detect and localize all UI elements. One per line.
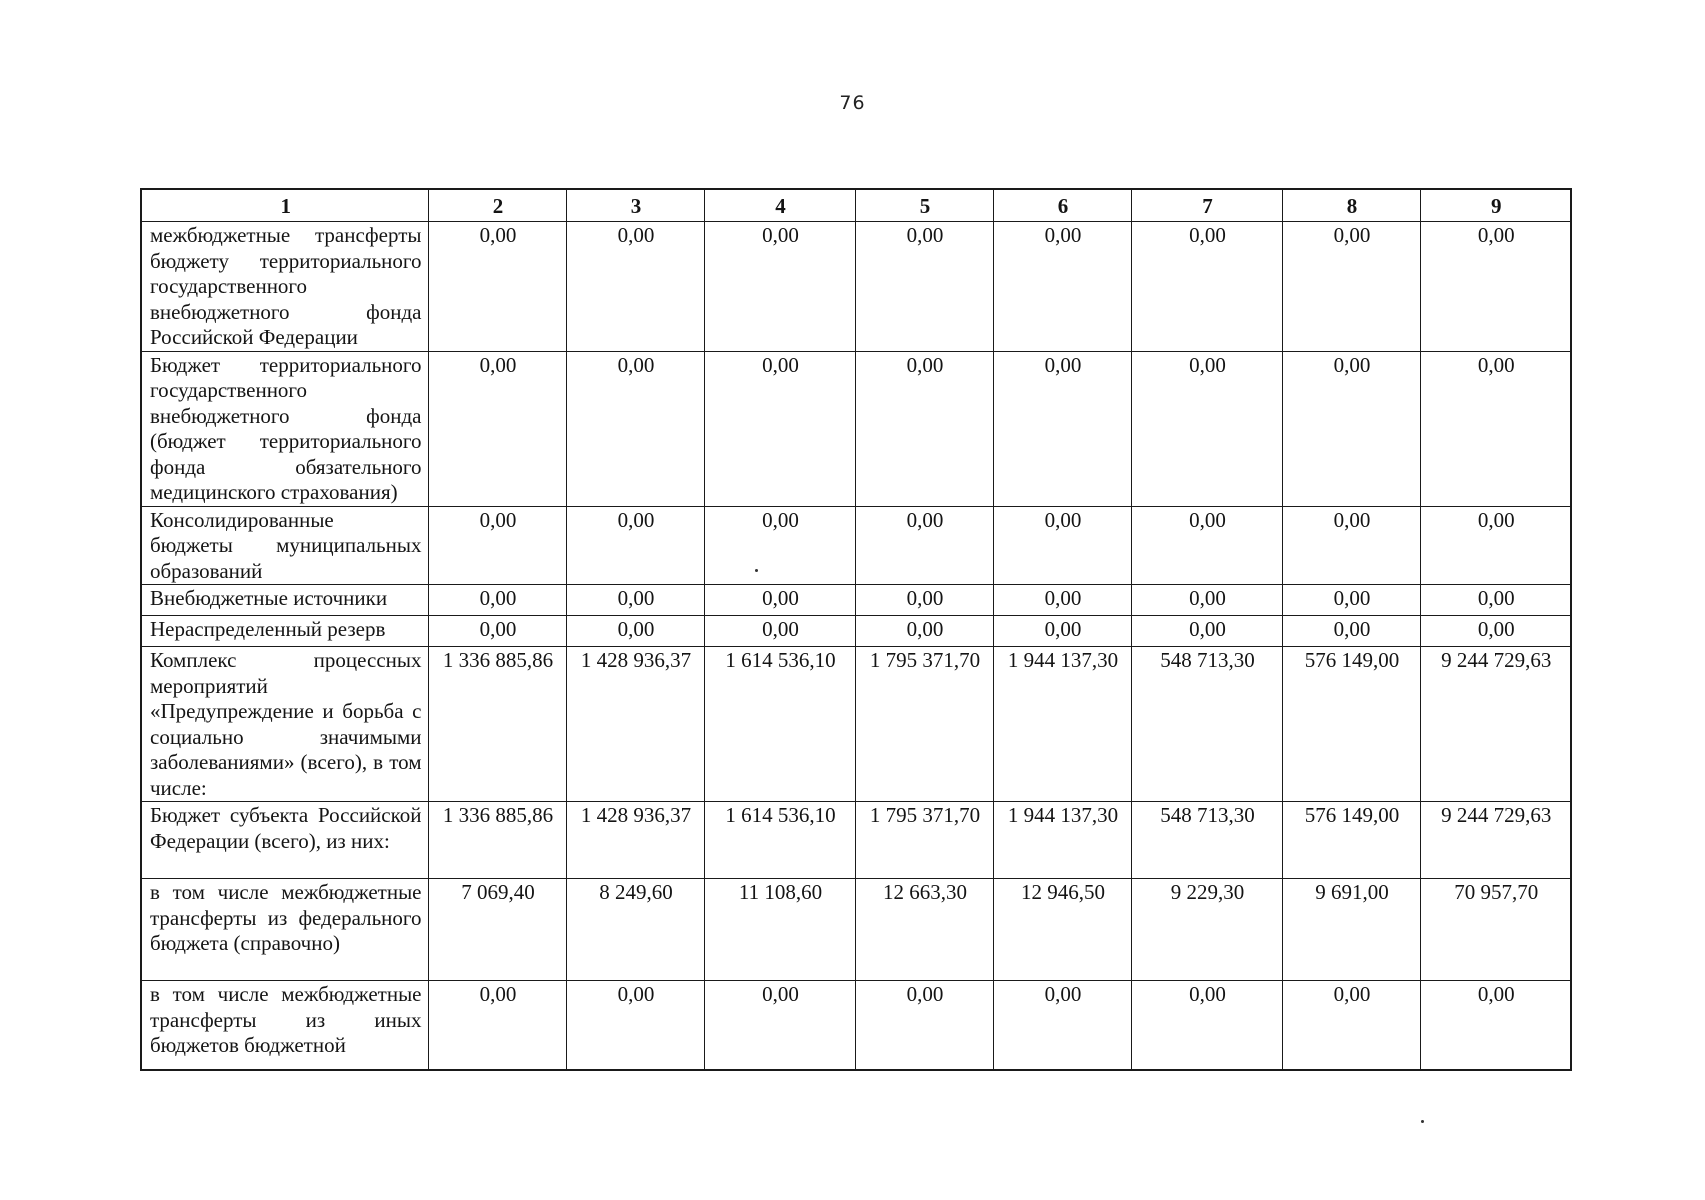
value-cell: 7 069,40 <box>428 879 566 981</box>
value-cell: 0,00 <box>993 222 1131 352</box>
value-cell: 1 336 885,86 <box>428 647 566 802</box>
value-cell: 0,00 <box>855 585 993 616</box>
value-cell: 0,00 <box>1420 506 1571 585</box>
table-row <box>141 647 1571 802</box>
value-cell: 1 944 137,30 <box>993 647 1131 802</box>
value-cell: 1 428 936,37 <box>566 647 704 802</box>
value-cell: 0,00 <box>1131 616 1282 647</box>
value-cell: 1 795 371,70 <box>855 647 993 802</box>
value-cell: 0,00 <box>428 351 566 506</box>
value-cell: 0,00 <box>855 981 993 1071</box>
value-cell: 0,00 <box>566 222 704 352</box>
value-cell: 0,00 <box>1131 585 1282 616</box>
value-cell: 0,00 <box>993 981 1131 1071</box>
value-cell: 0,00 <box>993 585 1131 616</box>
value-cell: 0,00 <box>566 351 704 506</box>
value-cell: 1 336 885,86 <box>428 802 566 879</box>
value-cell: 0,00 <box>1282 585 1420 616</box>
value-cell: 0,00 <box>993 616 1131 647</box>
value-cell: 12 663,30 <box>855 879 993 981</box>
value-cell: 0,00 <box>1282 506 1420 585</box>
value-cell: 70 957,70 <box>1420 879 1571 981</box>
value-cell: 0,00 <box>855 222 993 352</box>
value-cell: 548 713,30 <box>1131 802 1282 879</box>
table-row <box>141 616 1571 647</box>
row-label: Внебюджетные источники <box>141 585 428 616</box>
column-header: 2 <box>428 189 566 222</box>
value-cell: 0,00 <box>704 616 855 647</box>
value-cell: 0,00 <box>428 981 566 1071</box>
row-label: Консолидированные бюджеты муниципальных образований <box>141 506 428 585</box>
value-cell: 1 795 371,70 <box>855 802 993 879</box>
value-cell: 0,00 <box>993 351 1131 506</box>
header-row <box>141 189 1571 222</box>
value-cell: 0,00 <box>855 506 993 585</box>
value-cell: 9 229,30 <box>1131 879 1282 981</box>
row-label: в том числе межбюджетные трансферты из федерального бюджета (справочно) <box>141 879 428 981</box>
value-cell: 0,00 <box>1131 351 1282 506</box>
value-cell: 1 944 137,30 <box>993 802 1131 879</box>
value-cell: 9 244 729,63 <box>1420 647 1571 802</box>
value-cell: 0,00 <box>1282 981 1420 1071</box>
value-cell: 0,00 <box>1420 351 1571 506</box>
value-cell: 0,00 <box>1420 222 1571 352</box>
table-row <box>141 802 1571 879</box>
value-cell: 0,00 <box>428 506 566 585</box>
value-cell: 0,00 <box>1131 222 1282 352</box>
row-label: Нераспределенный резерв <box>141 616 428 647</box>
value-cell: 1 614 536,10 <box>704 647 855 802</box>
scan-speck <box>755 569 758 572</box>
row-label: в том числе межбюджетные трансферты из иных бюджетов бюджетной <box>141 981 428 1071</box>
value-cell: 0,00 <box>1420 616 1571 647</box>
value-cell: 0,00 <box>1420 981 1571 1071</box>
value-cell: 1 614 536,10 <box>704 802 855 879</box>
column-header: 1 <box>141 189 428 222</box>
value-cell: 0,00 <box>566 981 704 1071</box>
value-cell: 0,00 <box>993 506 1131 585</box>
value-cell: 0,00 <box>704 222 855 352</box>
value-cell: 0,00 <box>428 616 566 647</box>
value-cell: 0,00 <box>428 585 566 616</box>
page-number: 76 <box>839 92 866 114</box>
scan-speck <box>1421 1120 1424 1123</box>
budget-table <box>140 188 1572 1071</box>
value-cell: 576 149,00 <box>1282 802 1420 879</box>
value-cell: 1 428 936,37 <box>566 802 704 879</box>
value-cell: 0,00 <box>566 616 704 647</box>
value-cell: 0,00 <box>855 616 993 647</box>
row-label: Бюджет территориального государственного внебюджетного фонда (бюджет территориального фонда обязательного медицинского страхования) <box>141 351 428 506</box>
value-cell: 0,00 <box>566 506 704 585</box>
value-cell: 0,00 <box>1131 981 1282 1071</box>
column-header: 8 <box>1282 189 1420 222</box>
column-header: 6 <box>993 189 1131 222</box>
column-header: 9 <box>1420 189 1571 222</box>
value-cell: 0,00 <box>1420 585 1571 616</box>
column-header: 4 <box>704 189 855 222</box>
value-cell: 0,00 <box>704 506 855 585</box>
value-cell: 0,00 <box>1282 616 1420 647</box>
row-label: Комплекс процессных мероприятий «Предупреждение и борьба с социально значимыми заболеваниями» (всего), в том числе: <box>141 647 428 802</box>
value-cell: 0,00 <box>1131 506 1282 585</box>
value-cell: 0,00 <box>566 585 704 616</box>
value-cell: 0,00 <box>855 351 993 506</box>
value-cell: 0,00 <box>1282 222 1420 352</box>
value-cell: 0,00 <box>704 981 855 1071</box>
value-cell: 11 108,60 <box>704 879 855 981</box>
value-cell: 0,00 <box>704 351 855 506</box>
value-cell: 9 691,00 <box>1282 879 1420 981</box>
column-header: 5 <box>855 189 993 222</box>
value-cell: 0,00 <box>428 222 566 352</box>
table-row <box>141 222 1571 352</box>
column-header: 7 <box>1131 189 1282 222</box>
table-row <box>141 981 1571 1071</box>
column-header: 3 <box>566 189 704 222</box>
row-label: межбюджетные трансферты бюджету территориального государственного внебюджетного фонда Российской Федерации <box>141 222 428 352</box>
value-cell: 548 713,30 <box>1131 647 1282 802</box>
table-row <box>141 585 1571 616</box>
table-row <box>141 506 1571 585</box>
row-label: Бюджет субъекта Российской Федерации (всего), из них: <box>141 802 428 879</box>
value-cell: 0,00 <box>704 585 855 616</box>
value-cell: 12 946,50 <box>993 879 1131 981</box>
value-cell: 8 249,60 <box>566 879 704 981</box>
table-row <box>141 879 1571 981</box>
value-cell: 9 244 729,63 <box>1420 802 1571 879</box>
value-cell: 0,00 <box>1282 351 1420 506</box>
value-cell: 576 149,00 <box>1282 647 1420 802</box>
table-row <box>141 351 1571 506</box>
